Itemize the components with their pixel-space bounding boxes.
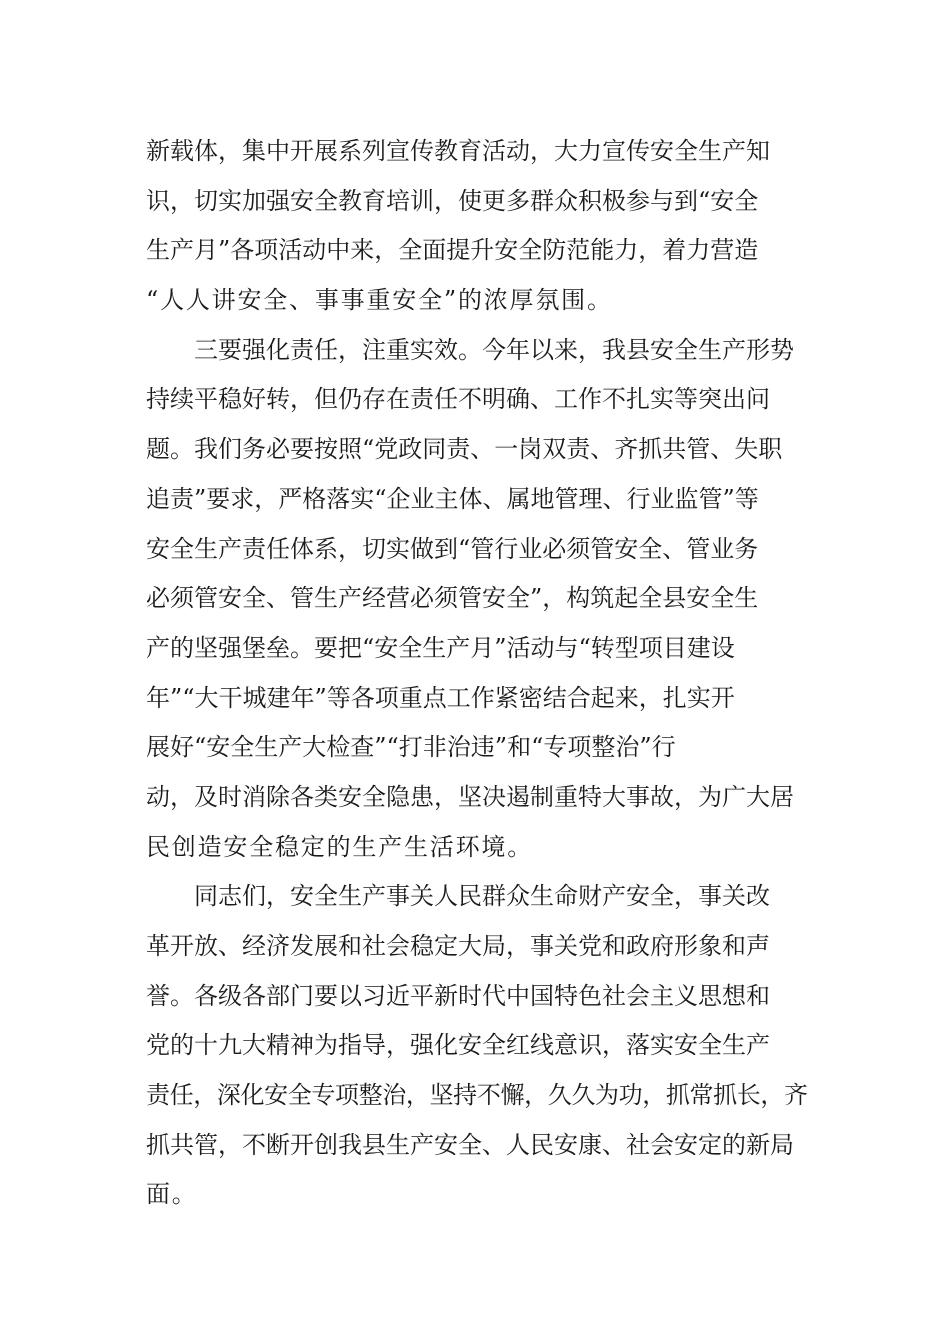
text-line: 生产月”各项活动中来，全面提升安全防范能力，着力营造 bbox=[146, 236, 759, 265]
text-line: 新载体，集中开展系列宣传教育活动，大力宣传安全生产知 bbox=[146, 137, 770, 165]
text-line: 誉。各级各部门要以习近平新时代中国特色社会主义思想和 bbox=[146, 981, 770, 1010]
body-text bbox=[146, 127, 808, 1220]
text-line: 必须管安全、管生产经营必须管安全”，构筑起全县安全生 bbox=[146, 584, 759, 613]
text-line: 持续平稳好转，但仍存在责任不明确、工作不扎实等突出问 bbox=[146, 385, 770, 414]
text-line: 民创造安全稳定的生产生活环境。 bbox=[146, 832, 533, 861]
text-line: 责任，深化安全专项整治，坚持不懈，久久为功，抓常抓长，齐 bbox=[146, 1081, 808, 1110]
text-line: 展好“安全生产大检查”“打非治违”和“专项整治”行 bbox=[146, 733, 676, 762]
text-line: 面。 bbox=[146, 1180, 198, 1209]
text-line: 产的坚强堡垒。要把“安全生产月”活动与“转型项目建设 bbox=[146, 633, 735, 662]
text-line: 动，及时消除各类安全隐患，坚决遏制重特大事故，为广大居 bbox=[146, 782, 794, 811]
paragraph-start-line: 同志们，安全生产事关人民群众生命财产安全，事关改 bbox=[194, 882, 770, 911]
paragraph-start-line: 三要强化责任，注重实效。今年以来，我县安全生产形势 bbox=[194, 335, 794, 364]
text-line: 安全生产责任体系，切实做到“管行业必须管安全、管业务 bbox=[146, 534, 759, 563]
text-line: 识，切实加强安全教育培训，使更多群众积极参与到“安全 bbox=[146, 186, 759, 215]
text-line: 党的十九大精神为指导，强化安全红线意识，落实安全生产 bbox=[146, 1031, 770, 1060]
text-line: 革开放、经济发展和社会稳定大局，事关党和政府形象和声 bbox=[146, 932, 770, 960]
text-line: 追责”要求，严格落实“企业主体、属地管理、行业监管”等 bbox=[146, 484, 759, 513]
text-line: “人人讲安全、事事重安全”的浓厚氛围。 bbox=[146, 286, 613, 315]
text-line: 题。我们务必要按照“党政同责、一岗双责、齐抓共管、失职 bbox=[146, 435, 783, 464]
text-line: 年”“大干城建年”等各项重点工作紧密结合起来，扎实开 bbox=[146, 683, 735, 712]
text-line: 抓共管，不断开创我县生产安全、人民安康、社会安定的新局 bbox=[146, 1130, 794, 1159]
